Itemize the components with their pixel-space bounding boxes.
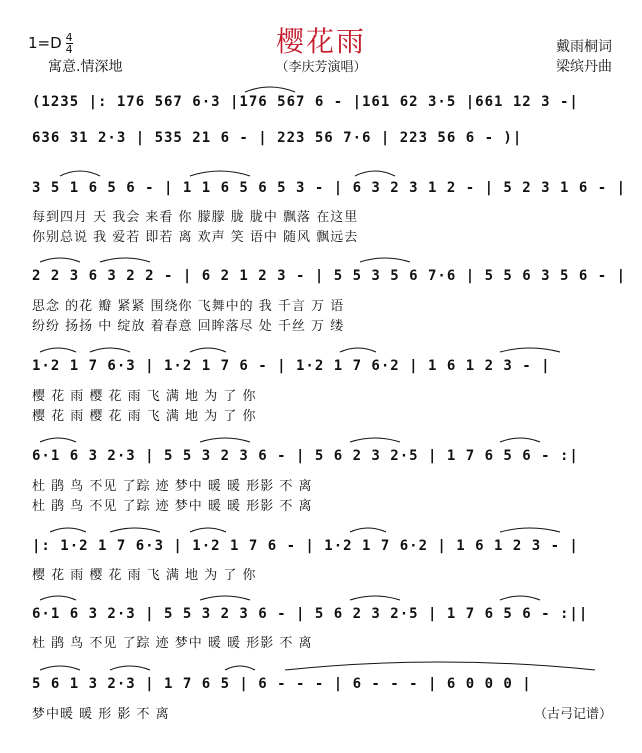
slur-29 (285, 662, 595, 670)
score-line-6-lyric-2: 杜 鹃 鸟 不见 了踪 迹 梦中 暖 暖 形影 不 离 (32, 499, 313, 514)
slur-6 (100, 258, 150, 262)
score-line-9-lyric-1: 梦中暖 暖 形 影 不 离 (32, 707, 170, 722)
slur-7 (360, 258, 410, 262)
slur-27 (110, 666, 150, 670)
score-line-8-lyric-1: 杜 鹃 鸟 不见 了踪 迹 梦中 暖 暖 形影 不 离 (32, 636, 313, 651)
slur-19 (190, 528, 226, 532)
slur-11 (340, 348, 376, 352)
slur-14 (200, 438, 250, 442)
slur-28 (225, 666, 255, 670)
slur-9 (90, 348, 130, 352)
slur-10 (190, 348, 226, 352)
slur-8 (40, 348, 76, 352)
slur-16 (500, 438, 540, 442)
transcriber-credit: （古弓记谱） (533, 707, 612, 722)
slur-20 (350, 528, 386, 532)
score-line-5-lyric-2: 樱 花 雨 樱 花 雨 飞 满 地 为 了 你 (32, 409, 257, 424)
time-sig-top: 4 (65, 31, 73, 44)
score-line-4-lyric-2: 纷纷 扬扬 中 绽放 着春意 回眸落尽 处 千丝 万 缕 (32, 319, 345, 334)
score-line-3-lyric-1: 每到四月 天 我会 来看 你 朦朦 胧 胧中 飘落 在这里 (32, 210, 359, 225)
key-signature (28, 32, 73, 55)
score-line-1-notes: (1235 |: 176 567 6·3 |176 567 6 - |161 62 3·5 |661 12 3 -| (32, 94, 579, 110)
slur-21 (500, 528, 560, 532)
slur-5 (40, 258, 80, 262)
score-line-5-lyric-1: 樱 花 雨 樱 花 雨 飞 满 地 为 了 你 (32, 389, 257, 404)
slur-25 (500, 596, 540, 600)
slur-4 (355, 171, 395, 176)
slur-1 (245, 87, 295, 92)
score-line-8-notes: 6·1 6 3 2·3 | 5 5 3 2 3 6 - | 5 6 2 3 2·5 | 1 7 6 5 6 - :|| (32, 606, 589, 622)
slur-2 (60, 171, 100, 176)
slur-22 (40, 596, 76, 600)
slur-3 (190, 171, 250, 176)
singer-credit: （李庆芳演唱） (275, 60, 367, 75)
slur-23 (200, 596, 250, 600)
page-title: 樱花雨 (275, 25, 366, 58)
score-line-6-lyric-1: 杜 鹃 鸟 不见 了踪 迹 梦中 暖 暖 形影 不 离 (32, 479, 313, 494)
time-sig-bottom: 4 (65, 43, 73, 56)
score-line-5-notes: 1·2 1 7 6·3 | 1·2 1 7 6 - | 1·2 1 7 6·2 | 1 6 1 2 3 - | (32, 358, 551, 374)
score-line-4-lyric-1: 思念 的花 瓣 紧紧 围绕你 飞舞中的 我 千言 万 语 (32, 299, 345, 314)
slur-24 (350, 596, 400, 600)
composer-credit: 梁缤丹曲 (556, 59, 612, 75)
lyricist-credit: 戴雨桐词 (556, 39, 612, 55)
slur-13 (40, 438, 76, 442)
score-line-6-notes: 6·1 6 3 2·3 | 5 5 3 2 3 6 - | 5 6 2 3 2·5 | 1 7 6 5 6 - :| (32, 448, 579, 464)
key-text: 1=D (28, 34, 62, 52)
slur-26 (40, 666, 80, 670)
score-line-7-lyric-1: 樱 花 雨 樱 花 雨 飞 满 地 为 了 你 (32, 568, 257, 583)
score-line-2-notes: 636 31 2·3 | 535 21 6 - | 223 56 7·6 | 223 56 6 - )| (32, 130, 523, 146)
score-line-9-notes: 5 6 1 3 2·3 | 1 7 6 5 | 6 - - - | 6 - - - | 6 0 0 0 | (32, 676, 532, 692)
score-line-7-notes: |: 1·2 1 7 6·3 | 1·2 1 7 6 - | 1·2 1 7 6·2 | 1 6 1 2 3 - | (32, 538, 579, 554)
mood-marking: 寓意.情深地 (48, 59, 123, 75)
score-line-3-notes: 3 5 1 6 5 6 - | 1 1 6 5 6 5 3 - | 6 3 2 3 1 2 - | 5 2 3 1 6 - | (32, 180, 627, 196)
slur-12 (500, 348, 560, 352)
score-line-3-lyric-2: 你别总说 我 爱若 即若 离 欢声 笑 语中 随风 飘远去 (32, 230, 359, 245)
slur-17 (50, 528, 86, 532)
slur-15 (350, 438, 400, 442)
score-line-4-notes: 2 2 3 6 3 2 2 - | 6 2 1 2 3 - | 5 5 3 5 6 7·6 | 5 5 6 3 5 6 - | (32, 268, 627, 284)
time-signature (66, 32, 73, 55)
slur-18 (110, 528, 160, 532)
